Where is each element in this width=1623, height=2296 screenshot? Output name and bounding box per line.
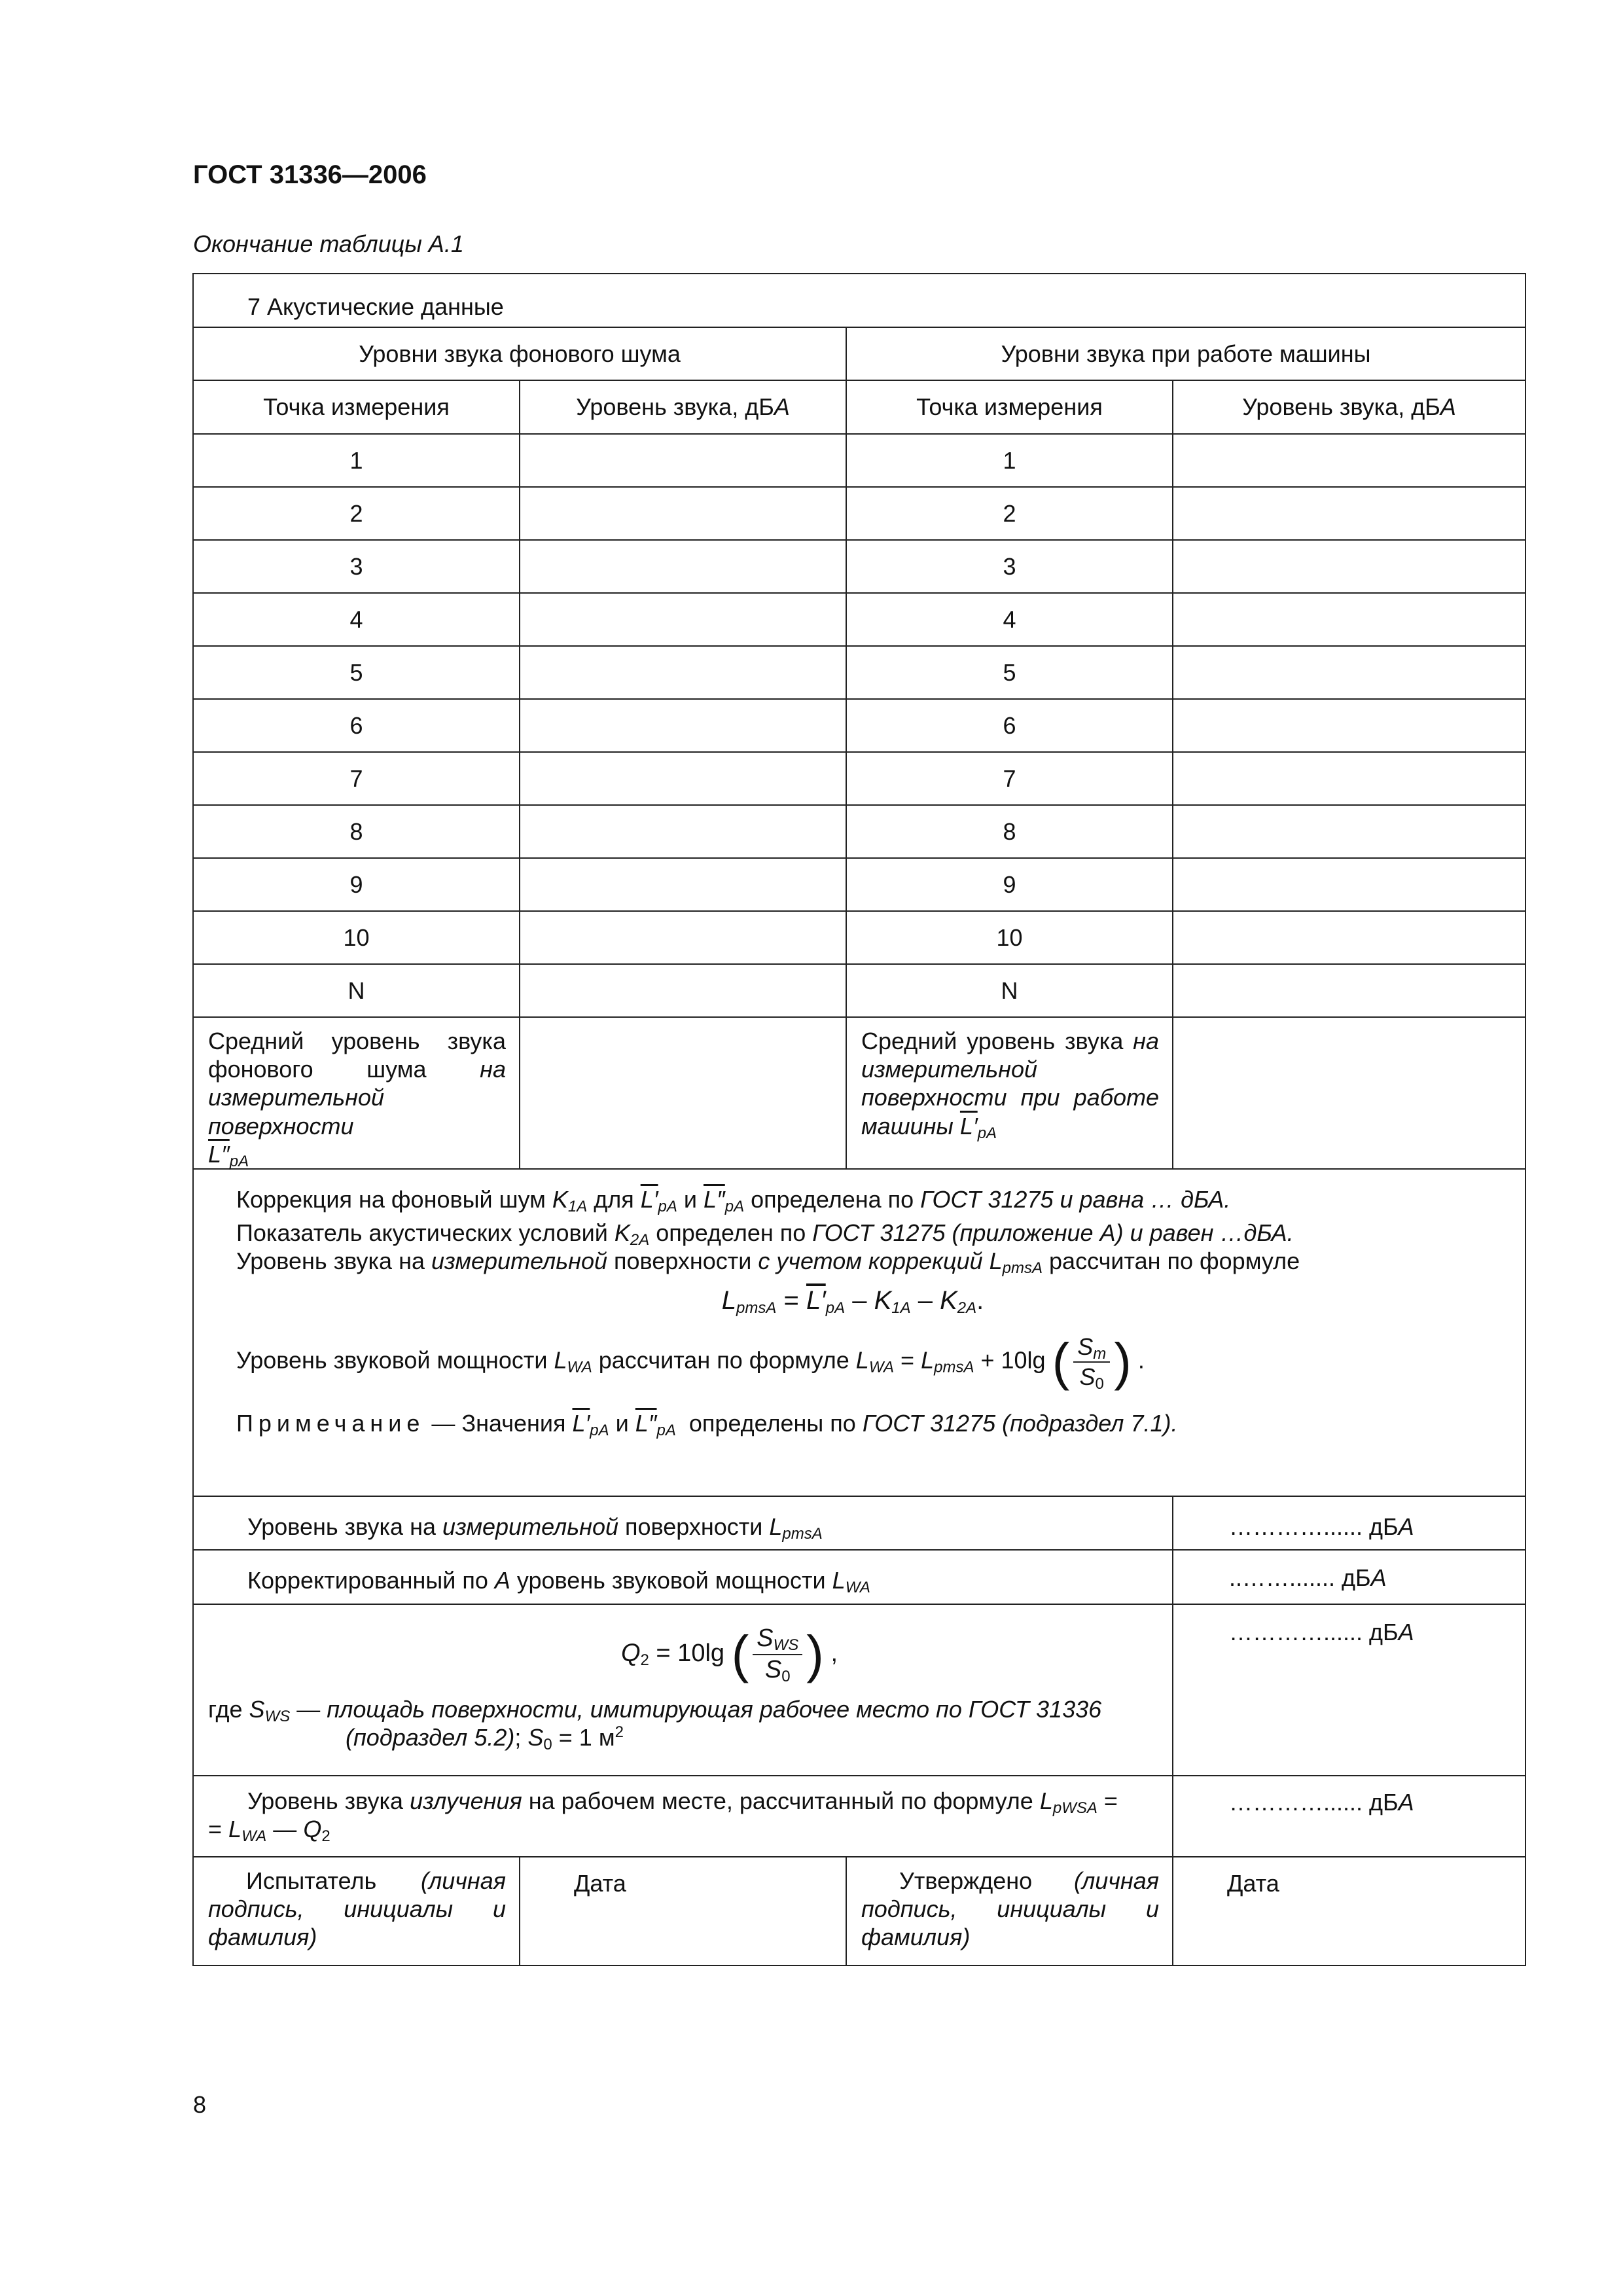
tester-date[interactable]: Дата xyxy=(520,1857,846,1965)
note-paragraph: Примечание — Значения $L'_{pA}$ и $L''_{pA}$ определены по ГОСТ 31275 (подраздел 7.1). xyxy=(236,1409,1178,1439)
point-number: 5 xyxy=(193,646,520,699)
calculation-notes-row xyxy=(193,1169,1525,1496)
workplace-row xyxy=(193,1604,1525,1776)
result-row xyxy=(193,1776,1525,1857)
level-value-cell[interactable] xyxy=(520,593,846,646)
table-row xyxy=(193,434,1525,487)
result-label: Корректированный по А уровень звуковой мощности $L_{WA}$ xyxy=(193,1550,1173,1604)
level-value-cell[interactable] xyxy=(1173,752,1525,805)
indicator-note: Показатель акустических условий $K_{2A}$ определен по ГОСТ 31275 (приложение А) и равен …дБА. xyxy=(236,1219,1294,1249)
machine-noise-header: Уровни звука при работе машины xyxy=(846,327,1525,380)
point-number: 8 xyxy=(846,805,1173,858)
level-value-cell[interactable] xyxy=(520,646,846,699)
table-continuation-note: Окончание таблицы А.1 xyxy=(193,230,464,257)
level-note: Уровень звука на измерительной поверхности с учетом коррекций $L_{pmsA}$ рассчитан по формуле xyxy=(236,1247,1300,1278)
point-number: 2 xyxy=(846,487,1173,540)
point-number: 5 xyxy=(846,646,1173,699)
point-number: 3 xyxy=(193,540,520,593)
level-value-cell[interactable] xyxy=(1173,858,1525,911)
approver-signature[interactable]: Утверждено (личная подпись, инициалы и фамилия) xyxy=(846,1857,1173,1965)
approver-date[interactable]: Дата xyxy=(1173,1857,1525,1965)
point-number: 4 xyxy=(193,593,520,646)
average-machine-value[interactable] xyxy=(1173,1017,1525,1169)
workplace-definition: где $S_{WS}$ — площадь поверхности, имитирующая рабочее место по ГОСТ 31336 (подраздел 5.2); $S_0 = 1$ $м^2$ xyxy=(208,1695,1102,1754)
level-value-cell[interactable] xyxy=(520,964,846,1017)
level-value-cell[interactable] xyxy=(520,805,846,858)
background-noise-header: Уровни звука фонового шума xyxy=(193,327,846,380)
point-number: 7 xyxy=(193,752,520,805)
result-value[interactable]: …………...... дБА xyxy=(1173,1496,1525,1550)
level-value-cell[interactable] xyxy=(1173,805,1525,858)
result-row xyxy=(193,1496,1525,1550)
average-machine-label: Средний уровень звука на измерительной поверхности при работе машины $L'_{pA}$ xyxy=(846,1017,1173,1169)
table-row xyxy=(193,593,1525,646)
point-number: 4 xyxy=(846,593,1173,646)
col-level-right: Уровень звука, дБА xyxy=(1173,380,1525,434)
power-note: Уровень звуковой мощности $L_{WA}$ рассчитан по формуле $L_{WA} = L_{pmsA} + 10\lg$ ( $\frac{S_m}{S_0}$ ) . xyxy=(236,1332,1145,1393)
page-number: 8 xyxy=(193,2091,207,2118)
col-point-left: Точка измерения xyxy=(193,380,520,434)
point-number: 9 xyxy=(846,858,1173,911)
tester-signature[interactable]: Испытатель (личная подпись, инициалы и фамилия) xyxy=(193,1857,520,1965)
table-row xyxy=(193,805,1525,858)
point-number: 8 xyxy=(193,805,520,858)
level-value-cell[interactable] xyxy=(1173,699,1525,752)
level-value-cell[interactable] xyxy=(520,487,846,540)
level-value-cell[interactable] xyxy=(520,911,846,964)
level-value-cell[interactable] xyxy=(1173,964,1525,1017)
col-level-left: Уровень звука, дБА xyxy=(520,380,846,434)
workplace-formula-cell xyxy=(193,1604,1173,1776)
point-number: N xyxy=(193,964,520,1017)
acoustic-data-table xyxy=(192,273,1526,1966)
average-background-label: Средний уровень звука фонового шума на измерительной поверхности $L''_{pA}$ xyxy=(193,1017,520,1169)
standard-title: ГОСТ 31336—2006 xyxy=(193,160,427,189)
level-value-cell[interactable] xyxy=(520,858,846,911)
column-header-row xyxy=(193,380,1525,434)
point-number: 10 xyxy=(846,911,1173,964)
calculation-notes xyxy=(193,1169,1525,1496)
point-number: 1 xyxy=(193,434,520,487)
table-row xyxy=(193,911,1525,964)
point-number: 9 xyxy=(193,858,520,911)
table-row xyxy=(193,540,1525,593)
result-label: Уровень звука на измерительной поверхности $L_{pmsA}$ xyxy=(193,1496,1173,1550)
level-value-cell[interactable] xyxy=(1173,540,1525,593)
point-number: 6 xyxy=(193,699,520,752)
point-number: 1 xyxy=(846,434,1173,487)
level-value-cell[interactable] xyxy=(520,699,846,752)
point-number: 10 xyxy=(193,911,520,964)
average-background-value[interactable] xyxy=(520,1017,846,1169)
level-value-cell[interactable] xyxy=(1173,646,1525,699)
point-number: 3 xyxy=(846,540,1173,593)
level-value-cell[interactable] xyxy=(1173,911,1525,964)
result-label: Уровень звука излучения на рабочем месте, рассчитанный по формуле $L_{pWSA}$ = = $L_{WA}$ — $Q_2$ xyxy=(193,1776,1173,1857)
point-number: 6 xyxy=(846,699,1173,752)
table-row xyxy=(193,646,1525,699)
point-number: 7 xyxy=(846,752,1173,805)
level-value-cell[interactable] xyxy=(1173,593,1525,646)
level-value-cell[interactable] xyxy=(1173,434,1525,487)
result-value[interactable]: …………...... дБА xyxy=(1173,1776,1525,1857)
table-row xyxy=(193,487,1525,540)
col-point-right: Точка измерения xyxy=(846,380,1173,434)
section-title-row xyxy=(193,274,1525,327)
q2-formula: $Q_2 = 10\lg$ ( $\frac{S_{WS}}{S_0}$ ) , xyxy=(620,1624,838,1685)
signature-row xyxy=(193,1857,1525,1965)
point-number: N xyxy=(846,964,1173,1017)
level-value-cell[interactable] xyxy=(1173,487,1525,540)
corrected-level-formula: $L_{pmsA} = L'_{pA} - K_{1A} - K_{2A}$. xyxy=(721,1285,984,1317)
average-row xyxy=(193,1017,1525,1169)
table-row xyxy=(193,858,1525,911)
result-value[interactable]: ..……....... дБА xyxy=(1173,1550,1525,1604)
level-value-cell[interactable] xyxy=(520,540,846,593)
section-title: 7 Акустические данные xyxy=(193,274,1525,327)
table-row xyxy=(193,752,1525,805)
table-row xyxy=(193,964,1525,1017)
table-row xyxy=(193,699,1525,752)
level-value-cell[interactable] xyxy=(520,434,846,487)
group-header-row xyxy=(193,327,1525,380)
level-value-cell[interactable] xyxy=(520,752,846,805)
correction-note: Коррекция на фоновый шум $K_{1A}$ для $L'_{pA}$ и $L''_{pA}$ определена по ГОСТ 31275 и равна … дБА. xyxy=(236,1185,1231,1215)
result-value[interactable]: …………...... дБА xyxy=(1173,1604,1525,1776)
result-row xyxy=(193,1550,1525,1604)
point-number: 2 xyxy=(193,487,520,540)
